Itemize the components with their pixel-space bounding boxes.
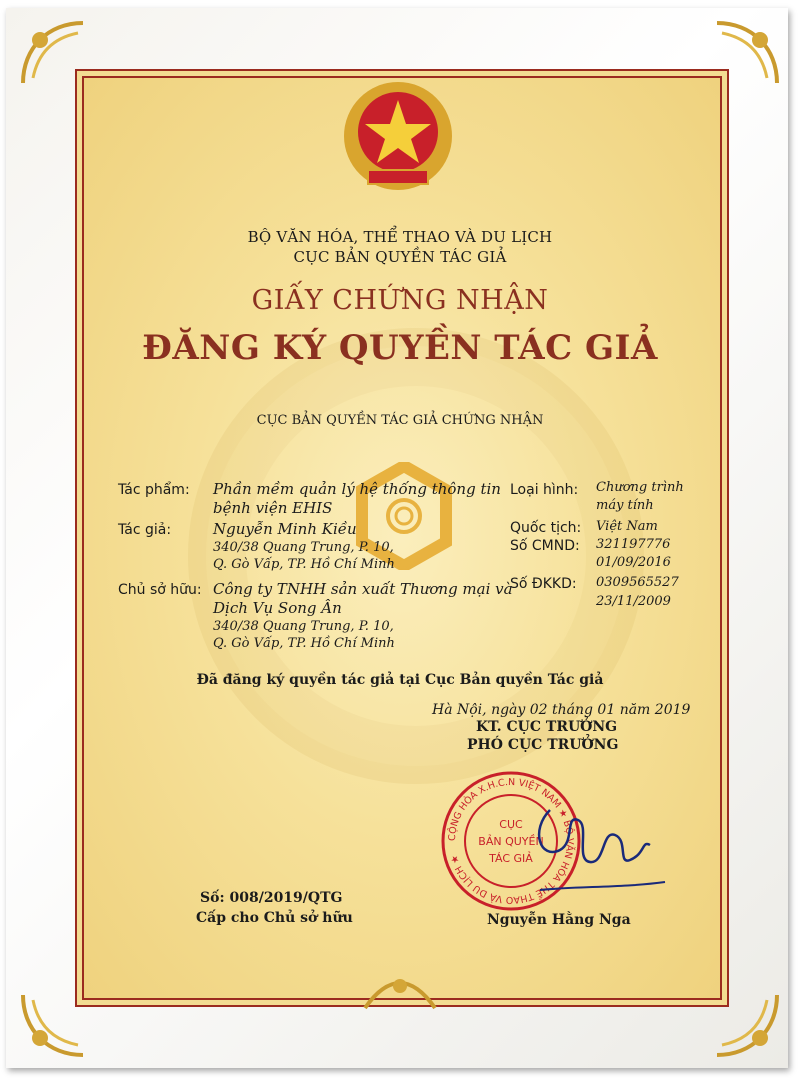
signer-position: PHÓ CỤC TRƯỞNG [467,737,619,753]
author-label: Tác giả: [118,522,172,538]
ornament-bottom-icon [360,958,440,1018]
ministry-name: BỘ VĂN HÓA, THỂ THAO VÀ DU LỊCH [247,228,553,246]
certificate-subtitle: ĐĂNG KÝ QUYỀN TÁC GIẢ [142,328,658,368]
work-title: Phần mềm quản lý hệ thống thông tin [213,480,501,498]
id-card-date: 01/09/2016 [596,555,671,570]
signer-title: KT. CỤC TRƯỞNG [476,719,618,735]
work-title-cont: bệnh viện EHIS [213,499,333,517]
owner-name-cont: Dịch Vụ Song Ân [213,599,342,617]
stamp-center-line-2: BẢN QUYỀN [478,835,544,848]
issued-to: Cấp cho Chủ sở hữu [196,910,353,926]
business-reg-label: Số ĐKKD: [510,576,577,592]
certifies-line: CỤC BẢN QUYỀN TÁC GIẢ CHỨNG NHẬN [256,413,544,428]
owner-address: 340/38 Quang Trung, P. 10, [213,619,394,634]
id-card-label: Số CMND: [510,538,580,554]
business-reg-number: 0309565527 [596,575,679,590]
ornament-corner-icon [712,18,782,88]
national-emblem-icon [338,78,458,198]
department-name: CỤC BẢN QUYỀN TÁC GIẢ [293,248,507,266]
ornament-corner-icon [712,990,782,1060]
type-value-cont: máy tính [596,498,654,513]
author-address-cont: Q. Gò Vấp, TP. Hồ Chí Minh [213,557,395,572]
registered-statement: Đã đăng ký quyền tác giả tại Cục Bản quyền Tác giả [196,672,604,688]
author-name: Nguyễn Minh Kiều [213,520,357,538]
ornament-corner-icon [18,990,88,1060]
stamp-center-line-3: TÁC GIẢ [489,852,533,865]
nationality-value: Việt Nam [596,519,658,534]
certificate-number: Số: 008/2019/QTG [200,890,343,906]
place-date: Hà Nội, ngày 02 tháng 01 năm 2019 [432,702,691,718]
owner-address-cont: Q. Gò Vấp, TP. Hồ Chí Minh [213,636,395,651]
signature-icon [520,790,670,900]
type-label: Loại hình: [510,482,579,498]
type-value: Chương trình [596,480,684,495]
author-address: 340/38 Quang Trung, P. 10, [213,540,394,555]
stamp-ring-text: CỘNG HÒA X.H.C.N VIỆT NAM ★ BỘ VĂN HÓA THỂ THAO VÀ DU LỊCH ★ [446,776,576,906]
certificate-title: GIẤY CHỨNG NHẬN [251,285,549,316]
owner-name: Công ty TNHH sản xuất Thương mại và [213,580,513,598]
signer-name: Nguyễn Hằng Nga [487,912,631,928]
owner-label: Chủ sở hữu: [118,582,202,598]
work-label: Tác phẩm: [118,482,190,498]
nationality-label: Quốc tịch: [510,520,582,536]
ornament-corner-icon [18,18,88,88]
id-card-number: 321197776 [596,537,671,552]
stamp-center-line-1: CỤC [499,818,523,831]
business-reg-date: 23/11/2009 [596,594,671,609]
